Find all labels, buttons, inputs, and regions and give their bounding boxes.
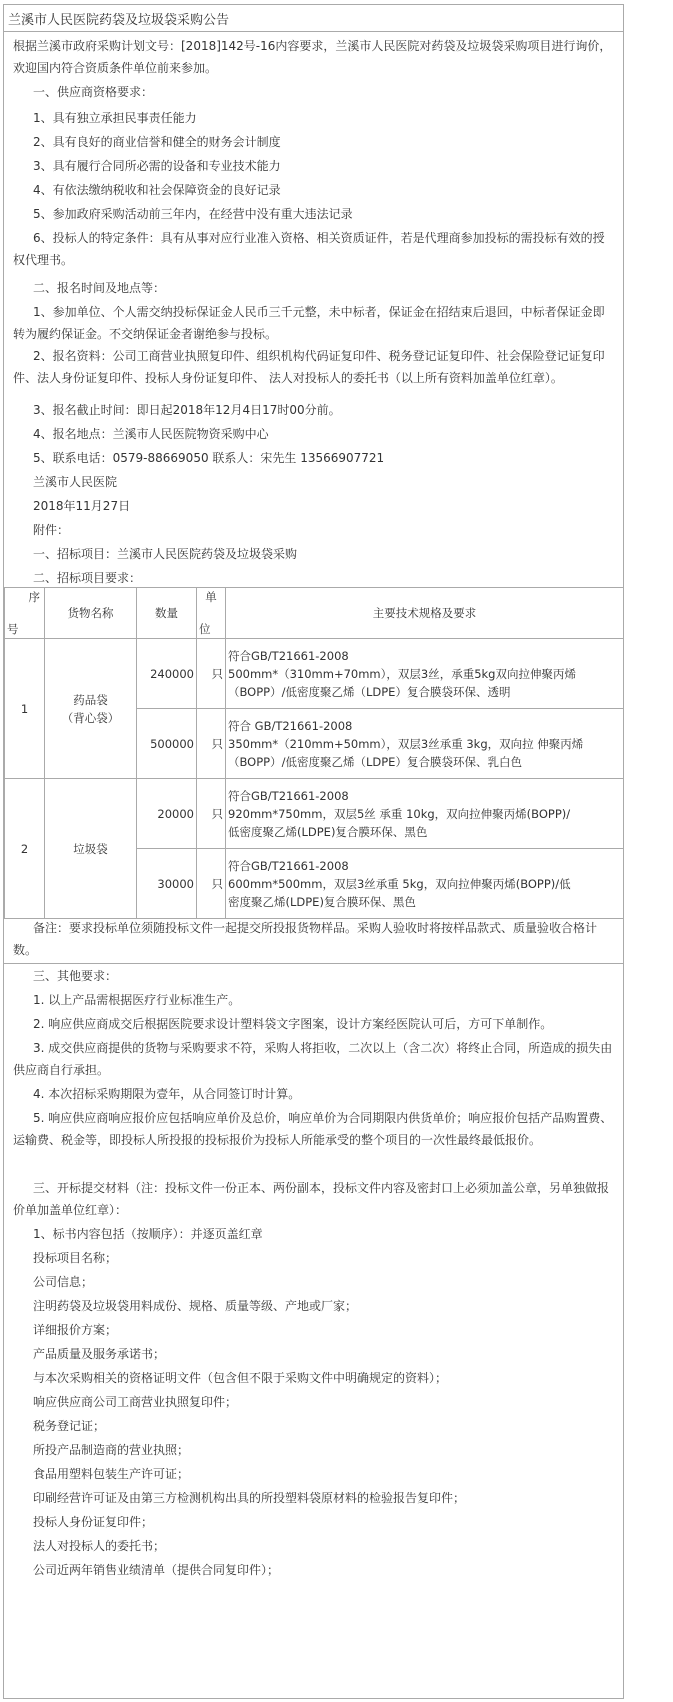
header-seq-top: 序 [28,590,40,604]
cell-spec [226,779,624,849]
list-item: 税务登记证； [33,1419,106,1433]
cell-unit: 只 [197,639,226,709]
cell-spec [226,709,624,779]
divider [4,963,623,964]
table-row [5,639,624,709]
list-item: 3、具有履行合同所必需的设备和专业技术能力 [33,159,281,173]
header-unit-top: 单 [205,590,217,604]
list-item: 法人对投标人的委托书； [33,1539,166,1553]
list-item: 注明药袋及垃圾袋用料成份、规格、质量等级、产地或厂家； [33,1299,358,1313]
header-unit-bottom: 位 [199,622,211,636]
list-item: 投标人身份证复印件； [33,1515,154,1529]
cell-name-line: 药品袋 [73,692,108,707]
issue-date: 2018年11月27日 [33,499,131,513]
cell-seq: 1 [5,639,45,779]
cell-quantity: 500000 [137,709,197,779]
cell-quantity: 20000 [137,779,197,849]
spec-line: 350mm*（210mm+50mm），双层3丝承重 3kg，双向拉 伸聚丙烯 [228,736,584,751]
spec-line: （BOPP）/低密度聚乙烯（LDPE）复合膜袋环保、乳白色 [228,754,522,769]
project-name: 一、招标项目：兰溪市人民医院药袋及垃圾袋采购 [33,547,298,561]
header-seq-bottom: 号 [7,622,19,636]
section-heading: 三、其他要求： [33,969,118,983]
list-item: 5、联系电话：0579-88669050 联系人：宋先生 13566907721 [33,451,385,465]
list-item: 4. 本次招标采购期限为壹年，从合同签订时计算。 [33,1087,301,1101]
list-item: 食品用塑料包装生产许可证； [33,1467,190,1481]
list-item: 公司近两年销售业绩清单（提供合同复印件）； [33,1563,280,1577]
cell-seq: 2 [5,779,45,919]
cell-quantity: 240000 [137,639,197,709]
project-requirements-heading: 二、招标项目要求： [33,571,142,585]
page-title: 兰溪市人民医院药袋及垃圾袋采购公告 [8,13,230,28]
header-unit [197,588,226,639]
list-item: 2、报名资料：公司工商营业执照复印件、组织机构代码证复印件、税务登记证复印件、社会保险登记证复印件、法人身份证复印件、投标人身份证复印件、 法人对投标人的委托书（以上所有资料加盖单位红章）。 [13,349,605,385]
spec-line: （BOPP）/低密度聚乙烯（LDPE）复合膜袋环保、透明 [228,684,511,699]
header-quantity: 数量 [137,588,197,639]
cell-unit: 只 [197,849,226,919]
cell-name-line: 垃圾袋 [73,841,108,856]
spec-line: 符合GB/T21661-2008 [228,788,349,803]
header-spec: 主要技术规格及要求 [226,588,624,639]
cell-unit: 只 [197,779,226,849]
list-item: 所投产品制造商的营业执照； [33,1443,190,1457]
list-item: 印刷经营许可证及由第三方检测机构出具的所投塑料袋原材料的检验报告复印件； [33,1491,466,1505]
spec-line: 500mm*（310mm+70mm），双层3丝，承重5kg双向拉伸聚丙烯 [228,666,576,681]
table-remark: 备注：要求投标单位须随投标文件一起提交所投报货物样品。采购人验收时将按样品款式、质量验收合格计数。 [13,921,598,957]
list-item: 1、参加单位、个人需交纳投标保证金人民币三千元整，未中标者，保证金在招结束后退回，中标者保证金即转为履约保证金。不交纳保证金者谢绝参与投标。 [13,305,605,341]
cell-spec [226,849,624,919]
list-item: 响应供应商公司工商营业执照复印件； [33,1395,238,1409]
cell-spec [226,639,624,709]
table-header-row [5,588,624,639]
list-item: 1、具有独立承担民事责任能力 [33,111,197,125]
list-item: 4、有依法缴纳税收和社会保障资金的良好记录 [33,183,281,197]
list-item: 1. 以上产品需根据医疗行业标准生产。 [33,993,241,1007]
list-item: 5、参加政府采购活动前三年内，在经营中没有重大违法记录 [33,207,353,221]
cell-name [45,639,137,779]
list-item: 产品质量及服务承诺书； [33,1347,166,1361]
section-heading: 三、开标提交材料（注：投标文件一份正本、两份副本，投标文件内容及密封口上必须加盖公章，另单独做报价单加盖单位红章）： [13,1181,610,1217]
table-row [5,779,624,849]
cell-quantity: 30000 [137,849,197,919]
list-item: 4、报名地点：兰溪市人民医院物资采购中心 [33,427,269,441]
list-item: 2. 响应供应商成交后根据医院要求设计塑料袋文字图案，设计方案经医院认可后，方可下单制作。 [33,1017,553,1031]
divider [4,31,623,32]
section-heading: 一、供应商资格要求： [33,85,154,99]
section-heading: 二、报名时间及地点等： [33,281,166,295]
spec-line: 密度聚乙烯(LDPE)复合膜环保、黑色 [228,894,416,909]
list-item: 详细报价方案； [33,1323,118,1337]
list-item: 3. 成交供应商提供的货物与采购要求不符，采购人将拒收，二次以上（含二次）将终止合同，所造成的损失由供应商自行承担。 [13,1041,613,1077]
spec-line: 低密度聚乙烯(LDPE)复合膜环保、黑色 [228,824,428,839]
list-item: 2、具有良好的商业信誉和健全的财务会计制度 [33,135,281,149]
spec-line: 920mm*750mm，双层5丝 承重 10kg，双向拉伸聚丙烯(BOPP)/ [228,806,571,821]
attachment-label: 附件： [33,523,70,537]
spec-line: 符合 GB/T21661-2008 [228,718,353,733]
list-item: 公司信息； [33,1275,94,1289]
requirements-table [4,587,624,919]
cell-name [45,779,137,919]
spec-line: 600mm*500mm，双层3丝承重 5kg，双向拉伸聚丙烯(BOPP)/低 [228,876,571,891]
header-seq [5,588,45,639]
spec-line: 符合GB/T21661-2008 [228,858,349,873]
header-name: 货物名称 [45,588,137,639]
contents-title: 1、标书内容包括（按顺序）：并逐页盖红章 [33,1227,263,1241]
list-item: 6、投标人的特定条件：具有从事对应行业准入资格、相关资质证件，若是代理商参加投标的需投标有效的授权代理书。 [13,231,605,267]
list-item: 3、报名截止时间：即日起2018年12月4日17时00分前。 [33,403,341,417]
issuer-name: 兰溪市人民医院 [33,475,118,489]
intro-paragraph: 根据兰溪市政府采购计划文号：[2018]142号-16内容要求，兰溪市人民医院对药袋及垃圾袋采购项目进行询价，欢迎国内符合资质条件单位前来参加。 [13,39,612,75]
list-item: 投标项目名称； [33,1251,118,1265]
announcement-frame [3,4,624,1699]
list-item: 与本次采购相关的资格证明文件（包含但不限于采购文件中明确规定的资料）； [33,1371,448,1385]
cell-unit: 只 [197,709,226,779]
spec-line: 符合GB/T21661-2008 [228,648,349,663]
list-item: 5. 响应供应商响应报价应包括响应单价及总价，响应单价为合同期限内供货单价；响应报价包括产品购置费、运输费、税金等，即投标人所投报的投标报价为投标人所能承受的整个项目的一次性最终最低报价。 [13,1111,613,1147]
cell-name-line: （背心袋） [61,710,120,725]
